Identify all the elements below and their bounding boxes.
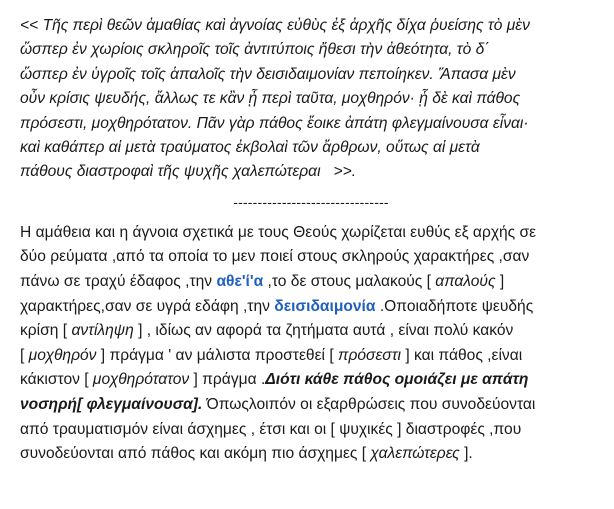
quote-line: Τῆς περὶ θεῶν ἀμαθίας καὶ ἀγνοίας εὐθὺς ἐξ ἀρχῆς δίχα ῥυείσης τὸ μὲν [42, 17, 530, 34]
quote-line: ὥσπερ ἐν χωρίοις σκληροῖς τοῖς ἀντιτύποις ἤθεσι τὴν ἀθεότητα, τὸ δ΄ [20, 41, 490, 59]
quote-line: πρόσεστι, μοχθηρότατον. Πᾶν γὰρ πάθος ἔοικε ἀπάτη φλεγμαίνουσα εἶναι· [20, 114, 529, 132]
translation-line: δύο ρεύματα ,από τα οποία το μεν ποιεί στους σκληρούς χαρακτήρες ,σαν [20, 248, 530, 266]
bracket-term: μοχθηρόν [28, 346, 97, 364]
translation-line: ,το δε στους μαλακούς [ [263, 273, 436, 291]
quote-open-mark: << [20, 17, 39, 34]
translation-line: Η αμάθεια και η άγνοια σχετικά με τους Θεούς χωρίζεται ευθύς εξ αρχής σε [20, 223, 537, 241]
quote-close-mark: >>. [333, 163, 357, 181]
modern-greek-translation [20, 221, 602, 467]
translation-line: ] και πάθος ,είναι [401, 346, 523, 364]
quote-line: πάθους διαστροφαὶ τῆς ψυχῆς χαλεπώτεραι [20, 163, 321, 181]
translation-line: κρίση [ [20, 322, 72, 340]
bracket-term: πρόσεστι [338, 346, 402, 364]
quote-line: οὖν κρίσις ψευδής, ἄλλως τε κἂν ᾖ περὶ ταῦτα, μοχθηρόν· ᾗ δὲ καὶ πάθος [20, 90, 521, 108]
highlighted-term-atheia: αθε'ί'α [216, 273, 264, 291]
translation-line: κάκιστον [ [20, 371, 93, 389]
translation-line: χαρακτήρες,σαν σε υγρά εδάφη ,την [20, 297, 275, 315]
quote-line: καὶ καθάπερ αἱ μετὰ τραύματος ἐκβολαὶ τῶν ἄρθρων, οὕτως αἱ μετὰ [20, 139, 480, 157]
translation-line: ] πράγμα ' αν μάλιστα προστεθεί [ [96, 346, 338, 364]
translation-line: Όπωςλοιπόν οι εξαρθρώσεις που συνοδεύονται [202, 396, 536, 413]
translation-line: συνοδεύονται από πάθος και ακόμη πιο άσχημες [ [20, 445, 371, 463]
translation-line: ] , ιδίως αν αφορά τα ζητήματα αυτά , είναι πολύ κακόν [133, 322, 514, 340]
translation-line: από τραυματισμόν είναι άσχημες , έτσι και οι [ ψυχικές ] διαστροφές ,που [20, 420, 522, 438]
bracket-term: απαλούς [435, 273, 496, 291]
translation-line: .Οποιαδήποτε ψευδής [375, 297, 534, 315]
quote-line: ὥσπερ ἐν ὑγροῖς τοῖς ἁπαλοῖς τὴν δεισιδαιμονίαν πεποίηκεν. Ἅπασα μὲν [20, 65, 516, 83]
bracket-term: χαλεπώτερες [370, 445, 460, 463]
highlighted-term-deisidaimonia: δεισιδαιμονία [274, 297, 376, 315]
translation-line: [ [20, 346, 29, 364]
translation-line: ]. [459, 445, 473, 463]
ancient-greek-quote [20, 14, 602, 185]
bracket-term: αντίληψη [71, 322, 134, 340]
translation-line: ] πράγμα . [189, 371, 266, 389]
bold-italic-sentence: νοσηρή[ φλεγμαίνουσα]. [20, 396, 203, 413]
bracket-term: μοχθηρότατον [92, 371, 190, 389]
translation-line: πάνω σε τραχύ έδαφος ,την [20, 273, 217, 291]
bold-italic-sentence: Διότι κάθε πάθος ομοιάζει με απάτη [265, 371, 529, 389]
translation-line: ] [495, 273, 505, 291]
section-divider: -------------------------------- [233, 193, 389, 210]
